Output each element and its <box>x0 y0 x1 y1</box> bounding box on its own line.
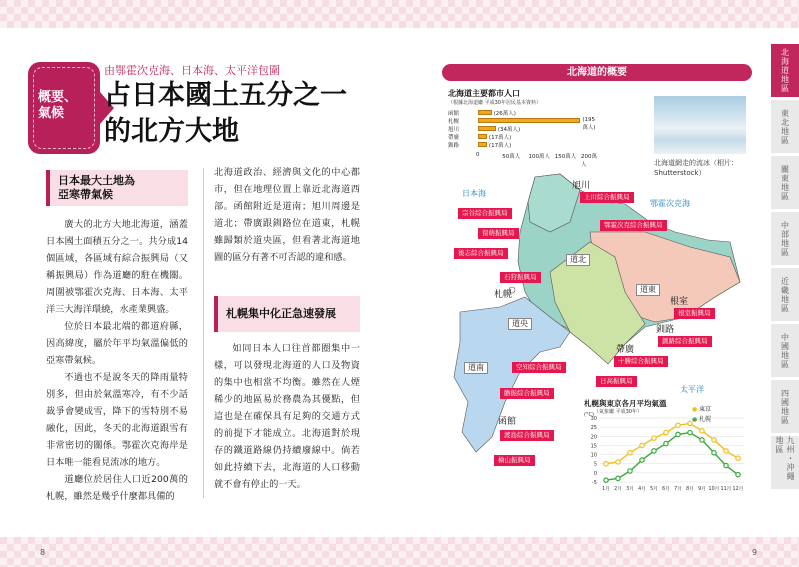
temperature-point <box>604 462 608 466</box>
paragraph: 廣大的北方大地北海道，涵蓋日本國土面積五分之一。共分成14個區域，各區域有綜合振興局（又稱振興局）作為道廳的駐在機關。周圍被鄂霍次克海、日本海、太平洋三大海洋環繞，水產業興盛。 <box>46 219 188 315</box>
bureau-label-soya: 宗谷綜合振興局 <box>458 208 512 219</box>
population-bar-value: (195萬人) <box>582 117 596 131</box>
temperature-y-tick: 30 <box>590 416 597 422</box>
population-bar-label: 札幌 <box>448 119 460 125</box>
temperature-point <box>640 443 644 447</box>
temperature-x-tick: 7月 <box>674 487 682 492</box>
temperature-x-tick: 3月 <box>626 487 634 492</box>
temperature-y-tick: 15 <box>590 443 597 450</box>
temperature-chart-plot <box>580 396 752 498</box>
side-tab[interactable]: 四國地區 <box>771 380 799 434</box>
temperature-point <box>736 456 740 460</box>
bureau-label-okhotsk: 鄂霍次克綜合振興局 <box>600 220 667 231</box>
bureau-label-nemuro: 根室振興局 <box>674 308 715 319</box>
temperature-point <box>676 432 680 436</box>
temperature-x-tick: 8月 <box>686 487 694 492</box>
paragraph: 如同日本人口往首都圈集中一樣，可以發現北海道的人口及物資的集中也相當不均衡。雖然在人煙稀少的地區易於務農為其優點，但這也是在確保具有足夠的交通方式的前提下才能成立。北海道對於現存的鐵道路線仍持續廢線中。倘若如此持續下去，北海道的人口移動就不會有停止的一天。 <box>214 343 360 490</box>
column-divider <box>203 168 204 498</box>
temperature-x-tick: 12月 <box>732 487 744 492</box>
population-axis-tick: 50萬人 <box>502 154 521 160</box>
temperature-point <box>736 472 740 476</box>
place-label-asahikawa: 旭川 <box>572 181 591 191</box>
temperature-x-tick: 5月 <box>650 487 658 492</box>
population-bar <box>478 110 492 115</box>
population-bar-value: (17萬人) <box>488 143 512 149</box>
bureau-label-ishikari: 石狩振興局 <box>500 272 541 283</box>
temperature-point <box>664 430 668 434</box>
section-heading-line-2: 亞寒帶氣候 <box>58 188 113 201</box>
temperature-x-tick: 1月 <box>602 487 610 492</box>
temperature-point <box>712 451 716 455</box>
column-1-text <box>46 216 188 505</box>
place-label-hakodate: 函館 <box>498 417 517 427</box>
population-bar-value: (17萬人) <box>488 135 512 141</box>
temperature-x-tick: 9月 <box>698 487 706 492</box>
population-bar <box>478 118 580 123</box>
population-chart-plot <box>448 106 598 168</box>
legend-sapporo: ● 札幌 <box>692 416 712 423</box>
temperature-y-tick: -5 <box>592 480 597 486</box>
page-subtitle: 由鄂霍次克海、日本海、太平洋包圍 <box>104 64 280 77</box>
temperature-point <box>700 438 704 442</box>
temperature-point <box>676 423 680 427</box>
temperature-point <box>616 476 620 480</box>
temperature-x-tick: 6月 <box>662 487 670 492</box>
side-tab[interactable]: 關東地區 <box>771 156 799 210</box>
population-bar-value: (34萬人) <box>497 127 521 133</box>
section-heading-line-1: 日本最大土地為 <box>58 174 135 187</box>
badge-line-1: 概要、 <box>38 90 78 105</box>
population-bar <box>478 142 487 147</box>
population-bar <box>478 126 496 131</box>
temperature-point <box>688 430 692 434</box>
temperature-chart <box>580 396 752 498</box>
page-number-left: 8 <box>40 548 46 557</box>
bureau-label-kushiro: 釧路綜合振興局 <box>658 336 712 347</box>
legend-tokyo: ● 東京 <box>692 406 712 413</box>
temperature-x-tick: 4月 <box>638 487 646 492</box>
paragraph: 位於日本最北端的都道府縣，因高緯度，屬於年平均氣溫偏低的亞寒帶氣候。 <box>46 321 188 366</box>
section-heading-climate <box>46 170 188 206</box>
bureau-label-shiribeshi: 後志綜合振興局 <box>454 248 508 259</box>
legend-tokyo-label: 東京 <box>699 406 712 413</box>
temperature-point <box>640 458 644 462</box>
temperature-point <box>628 469 632 473</box>
legend-sapporo-label: 札幌 <box>699 416 712 423</box>
bureau-label-iburi: 膽振綜合振興局 <box>500 388 554 399</box>
population-chart-note: （根據北海道廳 平成30年居民基本資料） <box>448 100 541 106</box>
bureau-label-hidaka: 日高振興局 <box>596 376 637 387</box>
temperature-point <box>604 478 608 482</box>
temperature-point <box>652 436 656 440</box>
column-2-text-top <box>214 164 360 266</box>
population-chart-title: 北海道主要都市人口 <box>448 89 520 98</box>
page-number-right: 9 <box>752 548 758 557</box>
temperature-point <box>700 429 704 433</box>
region-label-dohoku: 道北 <box>566 254 590 266</box>
side-tab[interactable]: 九州・沖繩地區 <box>771 436 799 490</box>
column-2-text-bottom <box>214 340 360 493</box>
temperature-point <box>664 441 668 445</box>
temperature-y-tick: 10 <box>590 452 597 459</box>
population-bar <box>478 134 487 139</box>
paragraph: 北海道政治、經濟與文化的中心都市，但在地理位置上靠近北海道西部。函館附近是道南；旭川周邊是道北；帶廣跟釧路位在道東，札幌雖歸類於道央區，但看著北海道地圖的區分有著不可否認的違和感。 <box>214 167 360 263</box>
drift-ice-photo <box>654 96 746 154</box>
page-title-line-1: 占日本國土五分之一 <box>104 80 347 111</box>
badge-line-2: 氣候 <box>38 106 65 121</box>
population-chart <box>448 88 598 166</box>
temperature-y-tick: 5 <box>593 461 597 468</box>
temperature-x-tick: 11月 <box>720 487 732 492</box>
section-heading-text: 札幌集中化正急速發展 <box>226 307 336 320</box>
population-bar-value: (26萬人) <box>493 111 516 117</box>
sea-label-okhotsk: 鄂霍次克海 <box>650 199 690 208</box>
temperature-point <box>628 451 632 455</box>
temperature-chart-note: （氣象廳 平成30年） <box>594 409 642 415</box>
page-title-line-2: 的北方大地 <box>104 116 239 147</box>
temperature-y-tick: 0 <box>593 470 597 477</box>
side-tab[interactable]: 近畿地區 <box>771 268 799 322</box>
temperature-x-tick: 2月 <box>614 487 622 492</box>
bottom-pattern-band <box>0 537 799 567</box>
bureau-label-oshima: 渡島綜合振興局 <box>500 430 554 441</box>
bureau-label-tokachi: 十勝綜合振興局 <box>614 356 668 367</box>
temperature-y-tick: 25 <box>590 425 597 432</box>
temperature-point <box>616 460 620 464</box>
temperature-axis-unit: (°C) <box>584 412 594 418</box>
place-label-obihiro: 帶廣 <box>616 345 635 355</box>
temperature-chart-title: 札幌與東京各月平均氣溫 <box>584 399 667 408</box>
paragraph: 不過也不是說冬天的降雨量特別多，但由於氣溫寒冷，有不少話裁爭會變成雪，降下的雪特別不易融化，因此，冬天的北海道跟雪有非常密切的關係。鄂霍次克海岸是日本唯一能看見流冰的地方。 <box>46 372 188 468</box>
paragraph: 道廳位於居住人口近200萬的札幌，雖然是幾乎什麼都具備的 <box>46 474 188 502</box>
place-label-nemuro: 根室 <box>670 297 689 307</box>
photo-caption: 北海道網走的流冰（相片：Shutterstock） <box>654 159 738 177</box>
population-axis-tick: 0 <box>476 152 480 158</box>
population-bar-label: 釧路 <box>448 143 460 149</box>
place-label-sapporo: 札幌 <box>494 290 513 300</box>
region-label-doto: 道東 <box>636 284 660 296</box>
temperature-x-tick: 10月 <box>708 487 720 492</box>
bureau-label-kamikawa: 上川綜合振興局 <box>580 192 634 203</box>
temperature-point <box>724 449 728 453</box>
population-axis-tick: 150萬人 <box>554 154 577 160</box>
sea-label-pacific: 太平洋 <box>680 385 704 394</box>
bureau-label-sorachi: 空知綜合振興局 <box>512 362 566 373</box>
map-title: 北海道的概要 <box>442 64 752 81</box>
bureau-label-hiyama: 檜山振興局 <box>494 455 535 466</box>
sea-label-japan: 日本海 <box>462 189 486 198</box>
population-bar-label: 帶廣 <box>448 135 460 141</box>
top-pattern-band <box>0 0 799 28</box>
temperature-point <box>688 421 692 425</box>
category-badge-label <box>38 90 88 122</box>
population-axis-tick: 100萬人 <box>528 154 550 160</box>
population-axis-tick: 200萬人 <box>581 154 597 168</box>
side-tab[interactable]: 中國地區 <box>771 324 799 378</box>
temperature-point <box>652 449 656 453</box>
side-tab[interactable]: 中部地區 <box>771 212 799 266</box>
region-label-donan: 道南 <box>464 362 488 374</box>
temperature-y-tick: 20 <box>590 434 597 441</box>
place-label-kushiro: 釧路 <box>656 325 675 335</box>
temperature-point <box>724 463 728 467</box>
section-heading-sapporo <box>214 296 360 332</box>
bureau-label-rumoi: 留萌振興局 <box>478 228 519 239</box>
population-bar-label: 旭川 <box>448 127 460 133</box>
region-label-doou: 道央 <box>508 318 532 330</box>
side-tab[interactable]: 北海道地區 <box>771 44 799 98</box>
page-title <box>104 78 384 150</box>
temperature-point <box>712 438 716 442</box>
population-bar-label: 函館 <box>448 111 460 117</box>
side-tab[interactable]: 東北地區 <box>771 100 799 154</box>
